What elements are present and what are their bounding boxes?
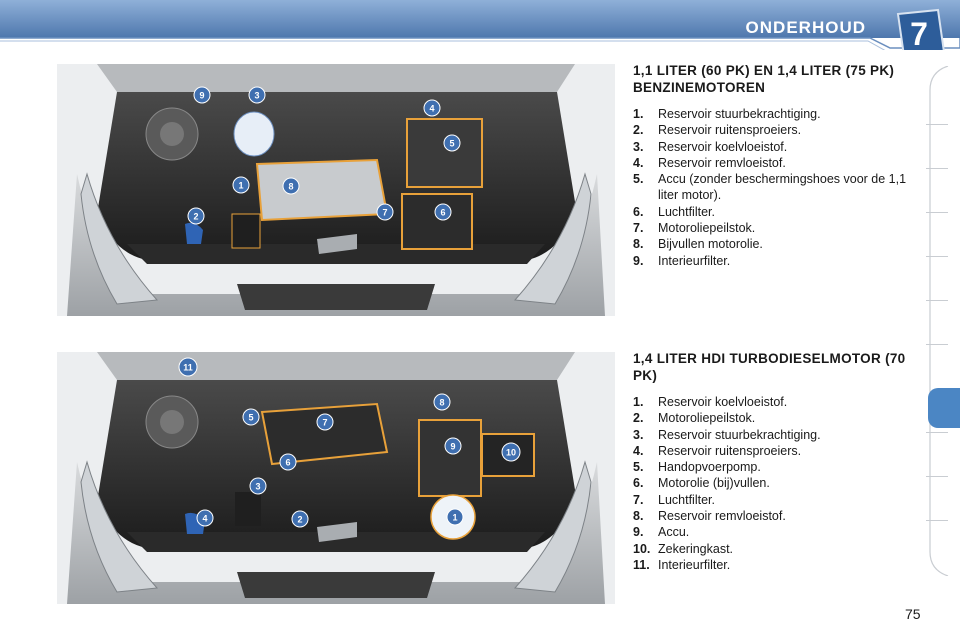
tab-divider	[926, 300, 948, 301]
list-item	[633, 410, 913, 426]
callout-4: 4	[429, 103, 435, 114]
tab-divider	[926, 168, 948, 169]
callout-5: 5	[449, 138, 455, 149]
tab-divider	[926, 124, 948, 125]
diesel-engine-section	[633, 350, 913, 573]
list-item	[633, 475, 913, 491]
list-item	[633, 122, 913, 138]
callout-8: 8	[439, 397, 445, 408]
item-text: Reservoir ruitensproeiers.	[658, 443, 802, 458]
callout-9: 9	[199, 90, 205, 101]
item-number: 10.	[633, 541, 651, 556]
component-list	[633, 394, 913, 573]
item-number: 7.	[633, 221, 644, 236]
item-number: 2.	[633, 123, 644, 138]
diesel-engine-bay-illustration	[57, 352, 615, 604]
callout-1: 1	[452, 512, 458, 523]
item-text: Motoroliepeilstok.	[658, 411, 756, 426]
chapter-number: 7	[910, 16, 928, 52]
callout-10: 10	[505, 447, 517, 458]
list-item	[633, 236, 913, 252]
list-item	[633, 508, 913, 524]
item-number: 8.	[633, 237, 644, 252]
item-text: Handopvoerpomp.	[658, 460, 761, 475]
callout-7: 7	[322, 417, 328, 428]
item-number: 8.	[633, 509, 644, 524]
item-number: 1.	[633, 107, 644, 121]
list-item	[633, 139, 913, 155]
item-number: 6.	[633, 204, 644, 219]
item-number: 6.	[633, 476, 644, 491]
list-item	[633, 557, 913, 573]
list-item	[633, 253, 913, 269]
item-text: Reservoir koelvloeistof.	[658, 395, 788, 409]
callout-4: 4	[202, 513, 208, 524]
callout-2: 2	[193, 211, 199, 222]
item-number: 9.	[633, 525, 644, 540]
item-text: Reservoir ruitensproeiers.	[658, 123, 802, 138]
component-list	[633, 106, 913, 269]
item-text: Interieurfilter.	[658, 253, 731, 268]
item-text: Motoroliepeilstok.	[658, 221, 756, 236]
list-item	[633, 541, 913, 557]
tab-divider	[926, 344, 948, 345]
list-item	[633, 524, 913, 540]
item-number: 5.	[633, 460, 644, 475]
item-number: 7.	[633, 492, 644, 507]
item-text: Motorolie (bij)vullen.	[658, 476, 770, 491]
item-text: Interieurfilter.	[658, 557, 731, 572]
item-text: Reservoir koelvloeistof.	[658, 139, 788, 154]
item-text: Zekeringkast.	[658, 541, 734, 556]
list-item	[633, 155, 913, 171]
item-number: 1.	[633, 395, 644, 409]
callout-3: 3	[255, 481, 261, 492]
callout-2: 2	[297, 514, 303, 525]
item-text: Reservoir remvloeistof.	[658, 509, 786, 524]
item-text: Luchtfilter.	[658, 204, 715, 219]
callout-8: 8	[288, 181, 294, 192]
list-item	[633, 443, 913, 459]
item-text: Bijvullen motorolie.	[658, 237, 763, 252]
item-number: 4.	[633, 155, 644, 170]
tab-divider	[926, 256, 948, 257]
item-text: Reservoir stuurbekrachtiging.	[658, 107, 821, 121]
tab-divider	[926, 476, 948, 477]
callout-11: 11	[183, 362, 193, 373]
list-item	[633, 220, 913, 236]
item-text: Accu.	[658, 525, 690, 540]
chapter-title: ONDERHOUD	[745, 18, 866, 37]
tab-divider	[926, 432, 948, 433]
callout-5: 5	[248, 412, 254, 423]
list-item	[633, 171, 913, 204]
header-banner	[0, 0, 960, 50]
section-heading: 1,1 LITER (60 PK) EN 1,4 LITER (75 PK) BENZINEMOTOREN	[633, 63, 895, 95]
item-text: Luchtfilter.	[658, 492, 715, 507]
item-text: Reservoir remvloeistof.	[658, 155, 786, 170]
list-item	[633, 459, 913, 475]
callout-6: 6	[285, 457, 291, 468]
item-number: 11.	[633, 557, 650, 572]
callout-1: 1	[238, 180, 244, 191]
tab-divider	[926, 520, 948, 521]
petrol-engine-section	[633, 62, 913, 269]
item-number: 4.	[633, 443, 644, 458]
list-item	[633, 106, 913, 122]
list-item	[633, 394, 913, 410]
item-number: 5.	[633, 172, 644, 187]
page-number: 75	[905, 606, 921, 622]
callout-6: 6	[440, 207, 446, 218]
tab-divider	[926, 212, 948, 213]
callout-9: 9	[450, 441, 456, 452]
item-number: 3.	[633, 139, 644, 154]
chapter-tab-strip	[926, 66, 960, 576]
list-item	[633, 204, 913, 220]
list-item	[633, 427, 913, 443]
callout-7: 7	[382, 207, 388, 218]
callout-3: 3	[254, 90, 260, 101]
item-number: 9.	[633, 253, 644, 268]
active-chapter-tab[interactable]	[928, 388, 960, 428]
item-number: 3.	[633, 427, 644, 442]
item-text: Accu (zonder beschermingshoes voor de 1,1 liter motor).	[658, 172, 907, 203]
petrol-engine-bay-illustration	[57, 64, 615, 316]
item-number: 2.	[633, 411, 644, 426]
section-heading: 1,4 LITER HDI TURBODIESELMOTOR (70 PK)	[633, 351, 906, 383]
item-text: Reservoir stuurbekrachtiging.	[658, 427, 821, 442]
list-item	[633, 492, 913, 508]
